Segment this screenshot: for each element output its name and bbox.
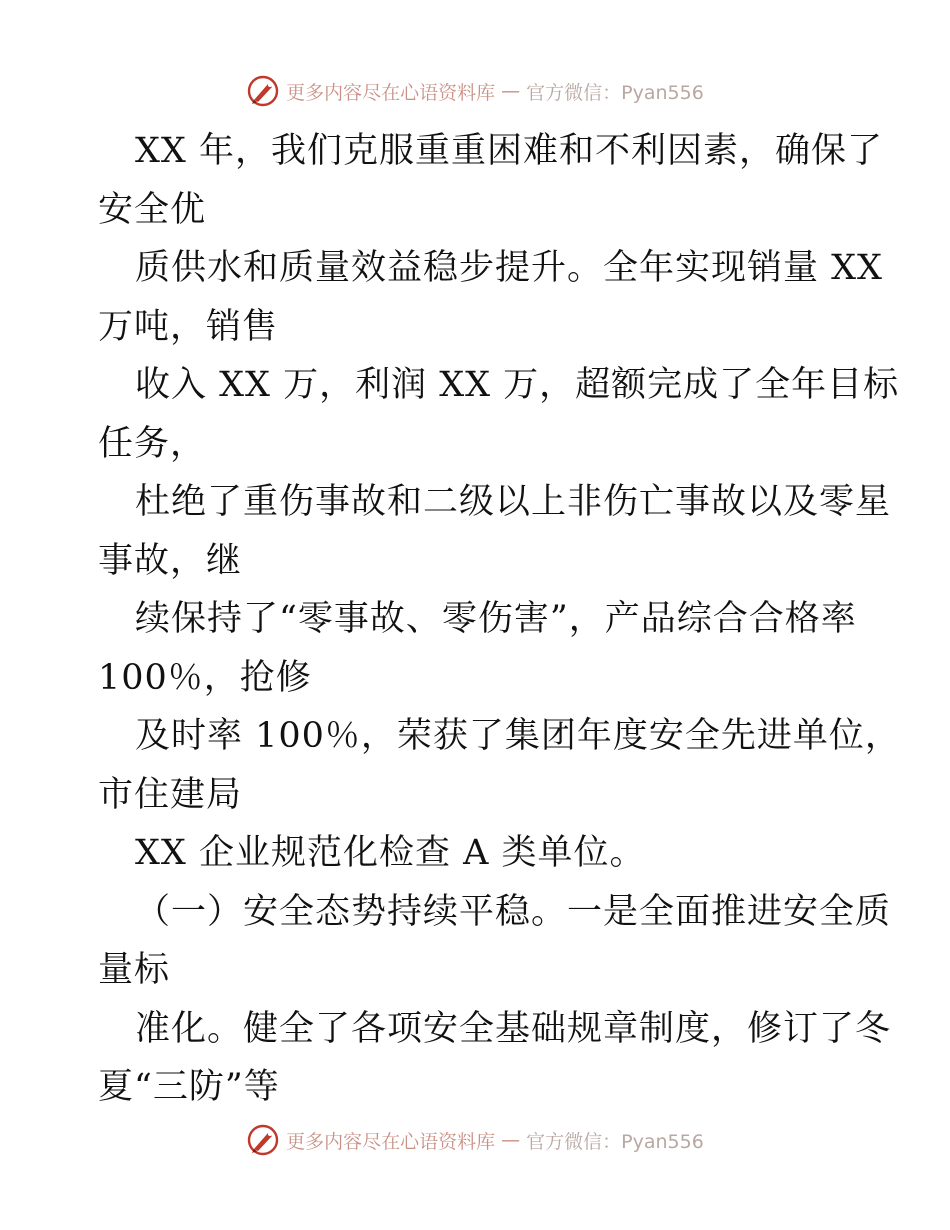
text-line: 市住建局 <box>98 774 243 815</box>
watermark-main-text: 更多内容尽在心语资料库 <box>286 1130 496 1153</box>
document-body <box>98 122 901 1117</box>
text-line: 夏“三防”等 <box>98 1067 280 1107</box>
text-line: 万吨，销售 <box>98 306 279 347</box>
watermark-wechat-text: 官方微信：Pyan556 <box>526 81 704 104</box>
text-line: 及时率 100％，荣获了集团年度安全先进单位， <box>135 716 901 756</box>
text-line: 收入 XX 万，利润 XX 万，超额完成了全年目标 <box>135 365 900 405</box>
pen-logo-icon <box>246 1123 280 1157</box>
text-line: 事故，继 <box>98 540 243 581</box>
footer-watermark <box>0 1120 950 1160</box>
text-line: XX 企业规范化检查 A 类单位。 <box>135 833 646 873</box>
text-line: 安全优 <box>98 189 207 230</box>
pen-logo-icon <box>246 74 280 108</box>
text-line: 100％，抢修 <box>98 657 312 698</box>
watermark-main-text: 更多内容尽在心语资料库 <box>286 81 496 104</box>
watermark-wechat-text: 官方微信：Pyan556 <box>526 1130 704 1153</box>
text-line: 续保持了“零事故、零伤害”，产品综合合格率 <box>135 599 857 639</box>
text-line: 量标 <box>98 950 171 990</box>
text-line: 任务， <box>98 423 207 464</box>
watermark-dash: — <box>501 1129 521 1151</box>
text-line: 准化。健全了各项安全基础规章制度，修订了冬 <box>135 1008 892 1049</box>
header-watermark <box>0 71 950 111</box>
text-line: XX 年，我们克服重重困难和不利因素，确保了 <box>135 131 883 171</box>
watermark-dash: — <box>501 80 521 102</box>
text-line: 杜绝了重伤事故和二级以上非伤亡事故以及零星 <box>135 482 892 522</box>
text-line: （一）安全态势持续平稳。一是全面推进安全质 <box>135 891 892 932</box>
text-line: 质供水和质量效益稳步提升。全年实现销量 XX <box>135 248 883 288</box>
